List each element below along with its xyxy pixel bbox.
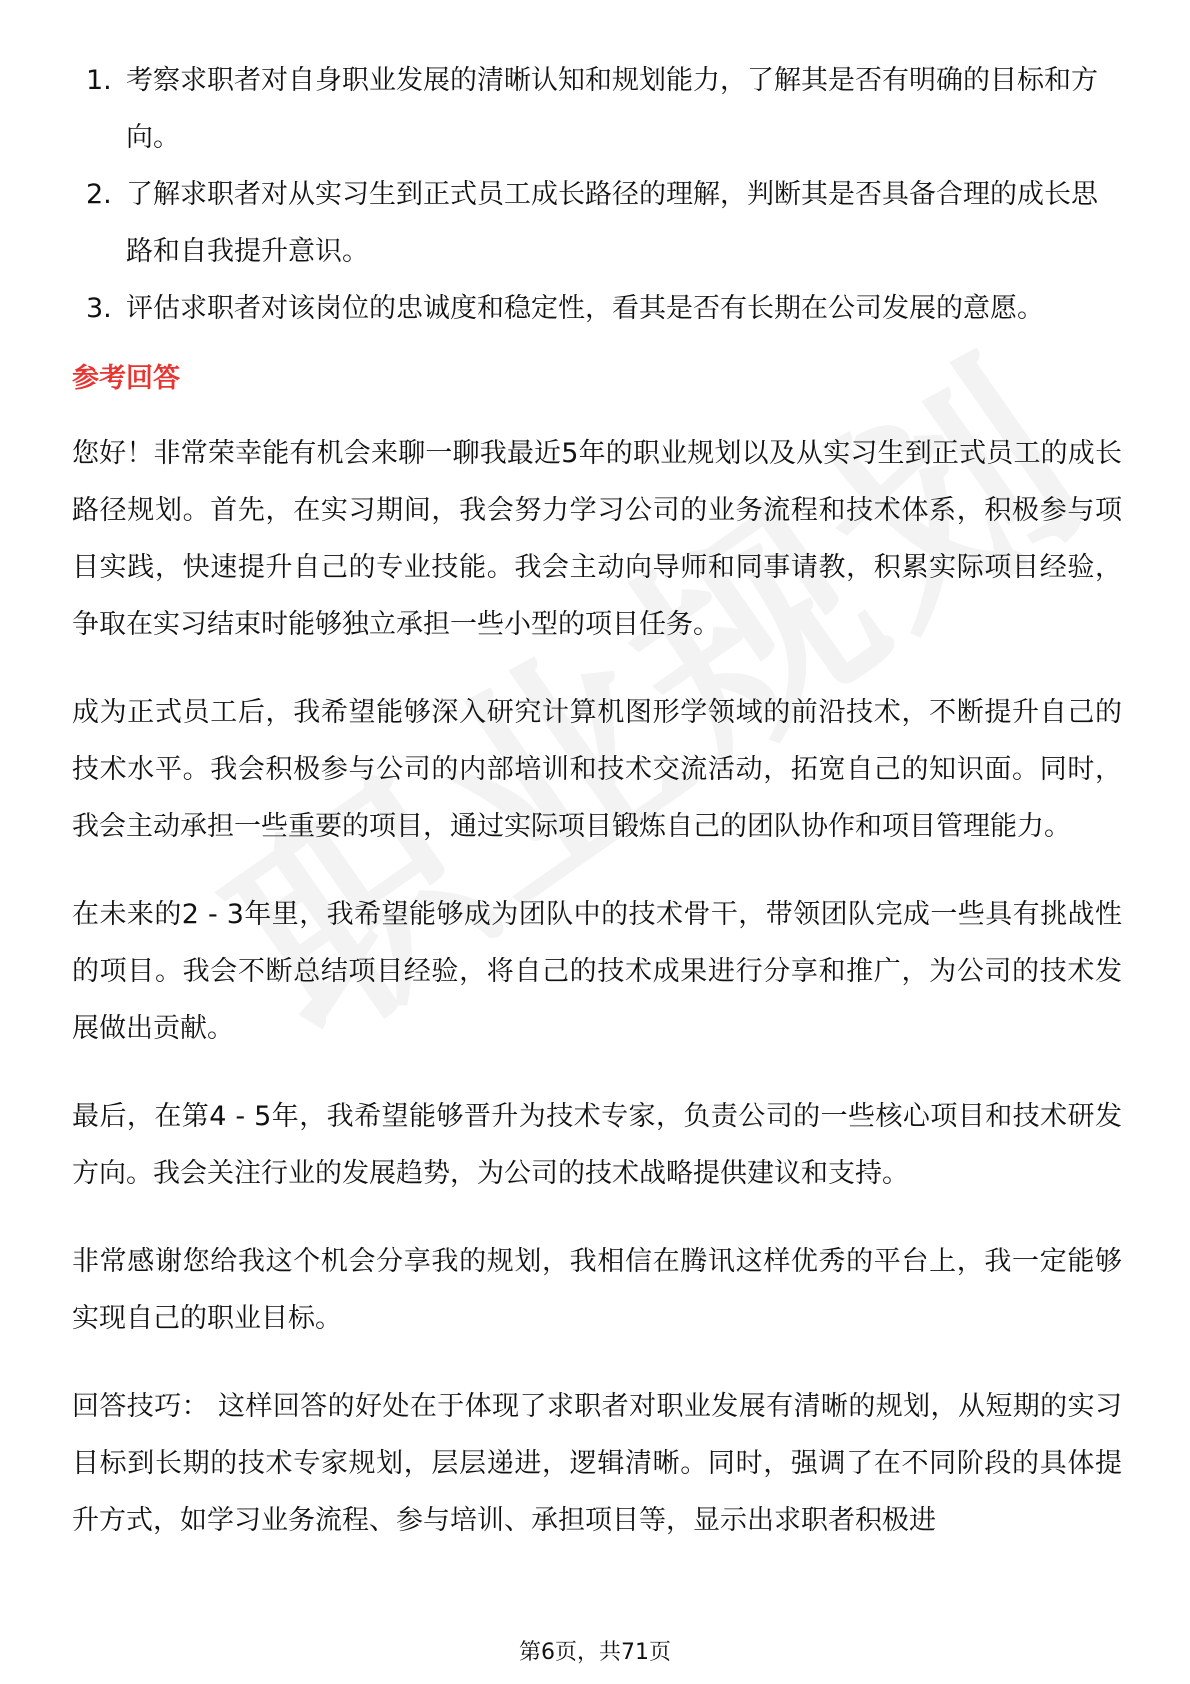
page-content [72, 52, 1122, 1580]
paragraph: 非常感谢您给我这个机会分享我的规划，我相信在腾讯这样优秀的平台上，我一定能够实现自己的职业目标。 [72, 1246, 1122, 1334]
paragraph: 回答技巧： 这样回答的好处在于体现了求职者对职业发展有清晰的规划，从短期的实习目标到长期的技术专家规划，层层递进，逻辑清晰。同时，强调了在不同阶段的具体提升方式，如学习业务流程、参与培训、承担项目等，显示出求职者积极进 [72, 1391, 1122, 1536]
list-number: 1. [86, 65, 112, 96]
answer-heading: 参考回答 [72, 363, 180, 394]
criteria-list [72, 52, 1122, 337]
paragraph: 您好！非常荣幸能有机会来聊一聊我最近5年的职业规划以及从实习生到正式员工的成长路径规划。首先，在实习期间，我会努力学习公司的业务流程和技术体系，积极参与项目实践，快速提升自己的专业技能。我会主动向导师和同事请教，积累实际项目经验，争取在实习结束时能够独立承担一些小型的项目任务。 [72, 438, 1122, 640]
list-item [72, 52, 1122, 166]
page-footer: 第6页，共71页 [519, 1640, 671, 1665]
answer-body [72, 425, 1122, 1549]
paragraph: 成为正式员工后，我希望能够深入研究计算机图形学领域的前沿技术，不断提升自己的技术水平。我会积极参与公司的内部培训和技术交流活动，拓宽自己的知识面。同时，我会主动承担一些重要的项目，通过实际项目锻炼自己的团队协作和项目管理能力。 [72, 697, 1122, 842]
list-text: 了解求职者对从实习生到正式员工成长路径的理解，判断其是否具备合理的成长思路和自我提升意识。 [126, 179, 1098, 267]
list-number: 3. [86, 293, 112, 324]
list-item [72, 166, 1122, 280]
paragraph: 最后，在第4 - 5年，我希望能够晋升为技术专家，负责公司的一些核心项目和技术研发方向。我会关注行业的发展趋势，为公司的技术战略提供建议和支持。 [72, 1101, 1122, 1189]
paragraph: 在未来的2 - 3年里，我希望能够成为团队中的技术骨干，带领团队完成一些具有挑战性的项目。我会不断总结项目经验，将自己的技术成果进行分享和推广，为公司的技术发展做出贡献。 [72, 899, 1122, 1044]
list-text: 考察求职者对自身职业发展的清晰认知和规划能力，了解其是否有明确的目标和方向。 [126, 65, 1098, 153]
list-item [72, 280, 1122, 337]
list-text: 评估求职者对该岗位的忠诚度和稳定性，看其是否有长期在公司发展的意愿。 [126, 293, 1044, 324]
list-number: 2. [86, 179, 112, 210]
